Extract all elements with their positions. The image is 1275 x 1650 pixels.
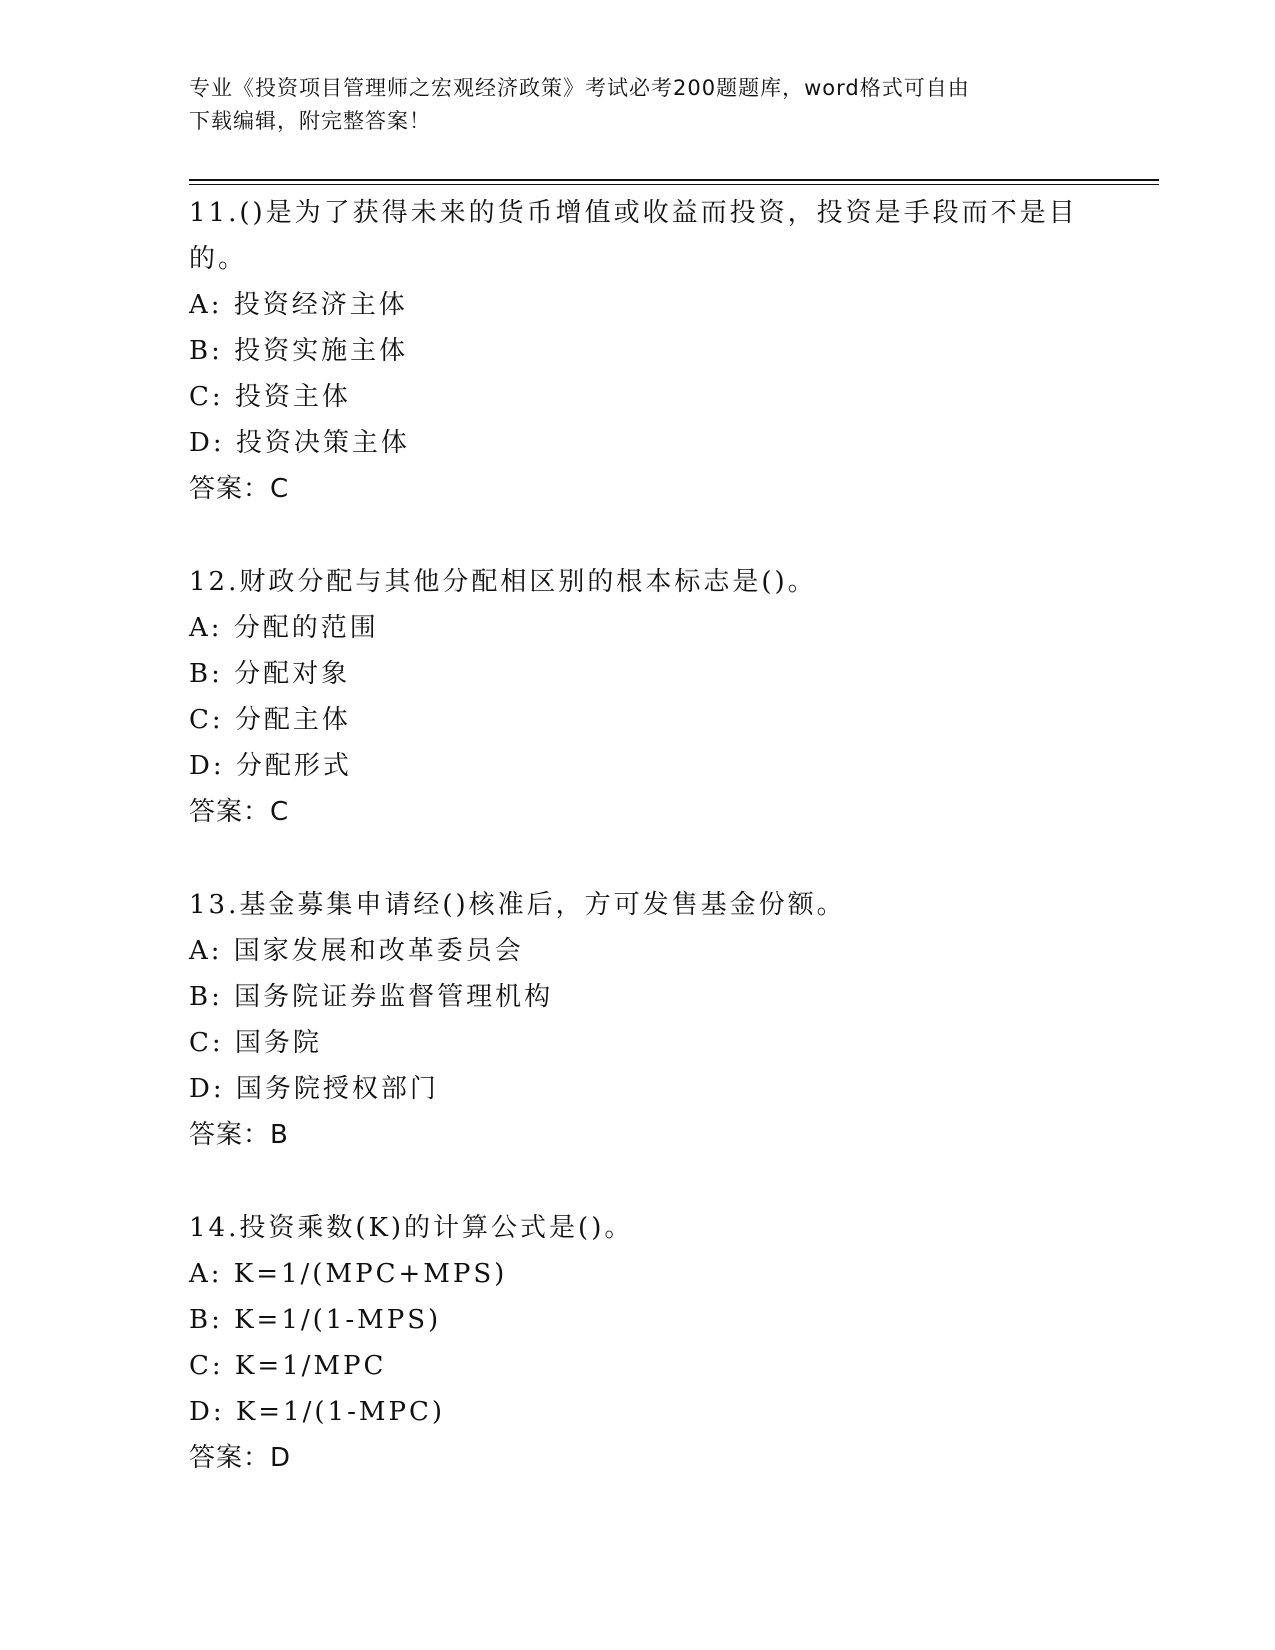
option-a: A: 国家发展和改革委员会 [189,936,524,966]
header-line-2: 下载编辑，附完整答案！ [189,109,431,133]
option-c: C: 分配主体 [189,705,351,735]
option-a: A: K=1/(MPC+MPS) [189,1259,508,1289]
option-c: C: 国务院 [189,1028,322,1058]
option-d: D: 国务院授权部门 [189,1074,439,1104]
question-list [189,190,1089,1528]
answer: 答案：C [189,797,290,827]
option-b: B: 投资实施主体 [189,336,409,366]
question-stem: 13.基金募集申请经()核准后，方可发售基金份额。 [189,890,846,920]
question-14 [189,1205,1089,1481]
answer: 答案：C [189,474,290,504]
option-b: B: K=1/(1-MPS) [189,1305,442,1335]
option-c: C: 投资主体 [189,382,351,412]
option-d: D: 分配形式 [189,751,352,781]
question-stem: 11.()是为了获得未来的货币增值或收益而投资，投资是手段而不是目 [189,198,1078,228]
option-d: D: K=1/(1-MPC) [189,1397,446,1427]
question-stem: 12.财政分配与其他分配相区别的根本标志是()。 [189,567,817,597]
answer: 答案：B [189,1120,289,1150]
header-line-1: 专业《投资项目管理师之宏观经济政策》考试必考200题题库，word格式可自由 [189,76,970,100]
document-header [189,72,1089,138]
answer: 答案：D [189,1443,292,1473]
option-a: A: 投资经济主体 [189,290,408,320]
option-d: D: 投资决策主体 [189,428,410,458]
header-divider-thin [189,184,1159,185]
header-divider-thick [189,179,1159,181]
option-c: C: K=1/MPC [189,1351,387,1381]
question-stem-continued: 的。 [189,244,248,274]
question-11 [189,190,1089,512]
question-13 [189,882,1089,1158]
option-b: B: 国务院证券监督管理机构 [189,982,554,1012]
option-b: B: 分配对象 [189,659,351,689]
question-stem: 14.投资乘数(K)的计算公式是()。 [189,1213,634,1243]
option-a: A: 分配的范围 [189,613,379,643]
question-12 [189,559,1089,835]
